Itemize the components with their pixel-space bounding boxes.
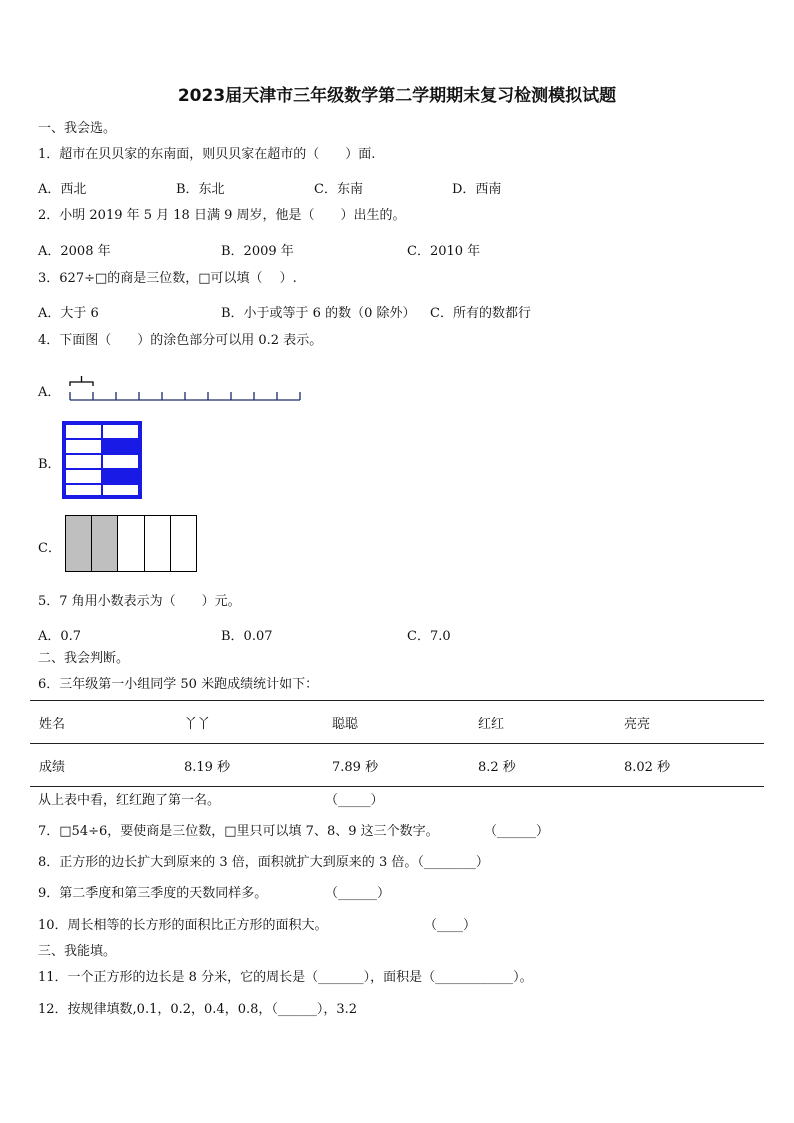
table-cell: 聪聪 [323, 701, 469, 744]
results-table [30, 700, 764, 787]
table-cell: 7.89 秒 [323, 744, 469, 787]
q1-option-b[interactable]: B．东北 [176, 182, 225, 197]
table-cell: 成绩 [30, 744, 175, 787]
q3-option-b[interactable]: B．小于或等于 6 的数（0 除外） [221, 306, 416, 321]
q5-option-c[interactable]: C．7.0 [407, 629, 451, 644]
table-row [30, 744, 764, 787]
q5-option-b[interactable]: B．0.07 [221, 629, 273, 644]
table-cell: 丫丫 [175, 701, 323, 744]
page-title: 2023届天津市三年级数学第二学期期末复习检测模拟试题 [177, 86, 617, 106]
q6-answer-blank[interactable]: （_____） [325, 793, 384, 808]
question-5: 5．7 角用小数表示为（ ）元。 [38, 594, 241, 609]
q1-option-c[interactable]: C．东南 [314, 182, 363, 197]
q2-option-c[interactable]: C．2010 年 [407, 244, 481, 259]
q1-option-a[interactable]: A．西北 [38, 182, 87, 197]
question-9: 9．第二季度和第三季度的天数同样多。 [38, 886, 268, 901]
q1-option-d[interactable]: D．西南 [452, 182, 502, 197]
question-8: 8．正方形的边长扩大到原来的 3 倍，面积就扩大到原来的 3 倍。（________） [38, 855, 489, 870]
q9-answer-blank[interactable]: （______） [325, 886, 391, 901]
q3-option-c[interactable]: C．所有的数都行 [430, 306, 531, 321]
question-6: 6．三年级第一小组同学 50 米跑成绩统计如下： [38, 677, 319, 692]
q10-answer-blank[interactable]: （____） [424, 918, 477, 933]
grid-figure-b [62, 421, 142, 499]
table-cell: 8.2 秒 [469, 744, 615, 787]
question-1: 1．超市在贝贝家的东南面，则贝贝家在超市的（ ）面. [38, 147, 376, 162]
table-cell: 红红 [469, 701, 615, 744]
q4-option-a[interactable]: A． [38, 385, 61, 400]
table-header-row [30, 701, 764, 744]
question-2: 2．小明 2019 年 5 月 18 日满 9 周岁，他是（ ）出生的。 [38, 208, 406, 223]
question-4: 4．下面图（ ）的涂色部分可以用 0.2 表示。 [38, 333, 323, 348]
table-cell: 8.02 秒 [615, 744, 764, 787]
section-heading-2: 二、我会判断。 [38, 651, 130, 666]
question-12: 12．按规律填数,0.1，0.2，0.4，0.8，（______），3.2 [38, 1002, 358, 1017]
q2-option-a[interactable]: A．2008 年 [38, 244, 111, 259]
question-11: 11．一个正方形的边长是 8 分米，它的周长是（_______），面积是（____________）。 [38, 970, 533, 985]
q6-statement: 从上表中看，红红跑了第一名。 [38, 793, 221, 808]
table-cell: 8.19 秒 [175, 744, 323, 787]
question-7: 7．□54÷6，要使商是三位数，□里只可以填 7、8、9 这三个数字。 [38, 824, 439, 839]
table-cell: 亮亮 [615, 701, 764, 744]
q4-option-c[interactable]: C． [38, 541, 61, 556]
section-heading-3: 三、我能填。 [38, 944, 117, 959]
section-heading-1: 一、我会选。 [38, 121, 117, 136]
q2-option-b[interactable]: B．2009 年 [221, 244, 294, 259]
question-10: 10．周长相等的长方形的面积比正方形的面积大。 [38, 918, 328, 933]
question-3: 3．627÷□的商是三位数，□可以填（ ）. [38, 271, 297, 286]
table-cell: 姓名 [30, 701, 175, 744]
number-line-figure [66, 372, 306, 406]
q4-option-b[interactable]: B． [38, 457, 61, 472]
strip-figure-c [65, 515, 197, 572]
q5-option-a[interactable]: A．0.7 [38, 629, 82, 644]
q3-option-a[interactable]: A．大于 6 [38, 306, 99, 321]
q7-answer-blank[interactable]: （______） [484, 824, 550, 839]
